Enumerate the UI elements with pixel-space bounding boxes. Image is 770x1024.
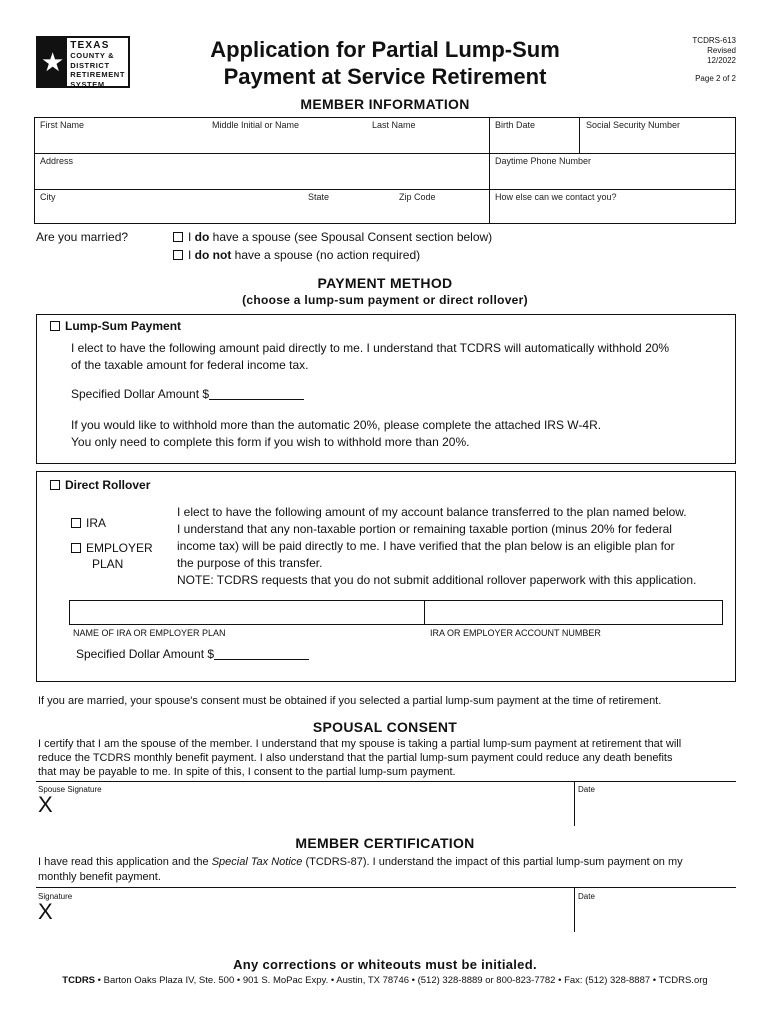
payment-method-heading: PAYMENT METHOD xyxy=(317,275,453,291)
rollover-text-3: income tax) will be paid directly to me. I have verified that the plan below is an eligible plan for xyxy=(177,539,675,553)
amount-line[interactable] xyxy=(214,648,309,660)
middle-name-field[interactable]: Middle Initial or Name xyxy=(212,120,300,130)
page-number: Page 2 of 2 xyxy=(695,74,736,83)
footer-contact: TCDRS • Barton Oaks Plaza IV, Ste. 500 • 901 S. MoPac Expy. • Austin, TX 78746 • (512) 328-8889 or 800-823-7782 • Fax: (512) 328-8887 • TCDRS.org xyxy=(62,975,708,986)
lump-sum-text-2: of the taxable amount for federal income tax. xyxy=(71,358,309,372)
first-name-field[interactable]: First Name xyxy=(40,120,85,130)
married-no-option[interactable]: I do not have a spouse (no action required) xyxy=(173,247,420,264)
tcdrs-logo xyxy=(36,36,130,88)
spousal-consent-heading: SPOUSAL CONSENT xyxy=(312,719,458,735)
address-field[interactable]: Address xyxy=(40,156,74,166)
spouse-signature-label: Spouse Signature xyxy=(38,785,102,794)
married-note: If you are married, your spouse's consent must be obtained if you selected a partial lump-sum payment at the time of retirement. xyxy=(38,695,662,707)
contact-field[interactable]: How else can we contact you? xyxy=(495,192,617,202)
form-title: Application for Partial Lump-Sum Payment at Service Retirement xyxy=(210,37,560,89)
certification-text: I have read this application and the Special Tax Notice (TCDRS-87). I understand the impact of this partial lump-sum payment on my monthly benefit payment. xyxy=(38,856,683,883)
rollover-note: NOTE: TCDRS requests that you do not submit additional rollover paperwork with this application. xyxy=(177,573,697,587)
checkbox[interactable] xyxy=(173,232,183,242)
account-number-field[interactable]: IRA OR EMPLOYER ACCOUNT NUMBER xyxy=(430,628,601,638)
lump-sum-text-1: I elect to have the following amount paid directly to me. I understand that TCDRS will automatically withhold 20% xyxy=(71,341,670,355)
zip-field[interactable]: Zip Code xyxy=(399,192,436,202)
checkbox[interactable] xyxy=(50,321,60,331)
plan-info-fields xyxy=(69,600,723,625)
logo-text: TEXAS COUNTY & DISTRICT RETIREMENT SYSTEM xyxy=(70,40,125,89)
rollover-text-1: I elect to have the following amount of my account balance transferred to the plan named below. xyxy=(177,505,687,519)
plan-name-field[interactable]: NAME OF IRA OR EMPLOYER PLAN xyxy=(73,628,226,638)
member-info-grid xyxy=(34,117,736,224)
spouse-signature-x[interactable]: X xyxy=(38,792,53,817)
checkbox[interactable] xyxy=(71,518,81,528)
employer-plan-option[interactable]: EMPLOYER xyxy=(71,540,153,557)
ssn-field[interactable]: Social Security Number xyxy=(586,120,681,130)
form-meta: TCDRS-613 Revised 12/2022 Page 2 of 2 xyxy=(692,36,736,83)
state-field[interactable]: State xyxy=(308,192,330,202)
w4r-text-1: If you would like to withhold more than the automatic 20%, please complete the attached IRS W-4R. xyxy=(71,418,602,432)
spousal-consent-text: I certify that I am the spouse of the member. I understand that my spouse is taking a partial lump-sum payment at retirement that will reduce the TCDRS monthly benefit payment. I also understand that the partial lump-sum payment could reduce any death benefits that may be payable to me. In spite of this, I consent to the partial lump-sum payment. xyxy=(38,738,682,778)
rollover-amount[interactable]: Specified Dollar Amount $ xyxy=(76,646,309,663)
checkbox[interactable] xyxy=(71,543,81,553)
member-signature-label: Signature xyxy=(38,892,73,901)
rollover-text-4: the purpose of this transfer. xyxy=(177,556,323,570)
ira-option[interactable]: IRA xyxy=(71,515,106,532)
member-info-heading: MEMBER INFORMATION xyxy=(300,96,470,112)
employer-plan-label: PLAN xyxy=(92,557,124,571)
checkbox[interactable] xyxy=(50,480,60,490)
member-certification-heading: MEMBER CERTIFICATION xyxy=(295,835,475,851)
spouse-date-label: Date xyxy=(578,785,595,794)
star-icon: ★ xyxy=(38,38,67,86)
form-number: TCDRS-613 xyxy=(692,36,736,45)
lump-sum-amount[interactable]: Specified Dollar Amount $ xyxy=(71,386,304,403)
member-date-label: Date xyxy=(578,892,595,901)
w4r-text-2: You only need to complete this form if you wish to withhold more than 20%. xyxy=(71,435,470,449)
payment-method-subheading: (choose a lump-sum payment or direct rollover) xyxy=(242,293,528,307)
last-name-field[interactable]: Last Name xyxy=(372,120,416,130)
city-field[interactable]: City xyxy=(40,192,56,202)
corrections-notice: Any corrections or whiteouts must be initialed. xyxy=(233,957,537,972)
checkbox[interactable] xyxy=(173,250,183,260)
direct-rollover-option[interactable]: Direct Rollover xyxy=(50,477,150,494)
amount-line[interactable] xyxy=(209,388,304,400)
lump-sum-option[interactable]: Lump-Sum Payment xyxy=(50,318,181,335)
birth-date-field[interactable]: Birth Date xyxy=(495,120,536,130)
married-yes-option[interactable]: I do have a spouse (see Spousal Consent section below) xyxy=(173,229,492,246)
phone-field[interactable]: Daytime Phone Number xyxy=(495,156,592,166)
member-signature-x[interactable]: X xyxy=(38,899,53,924)
rollover-text-2: I understand that any non-taxable portion or remaining taxable portion (minus 20% for federal xyxy=(177,522,672,536)
married-question: Are you married? xyxy=(36,230,129,244)
